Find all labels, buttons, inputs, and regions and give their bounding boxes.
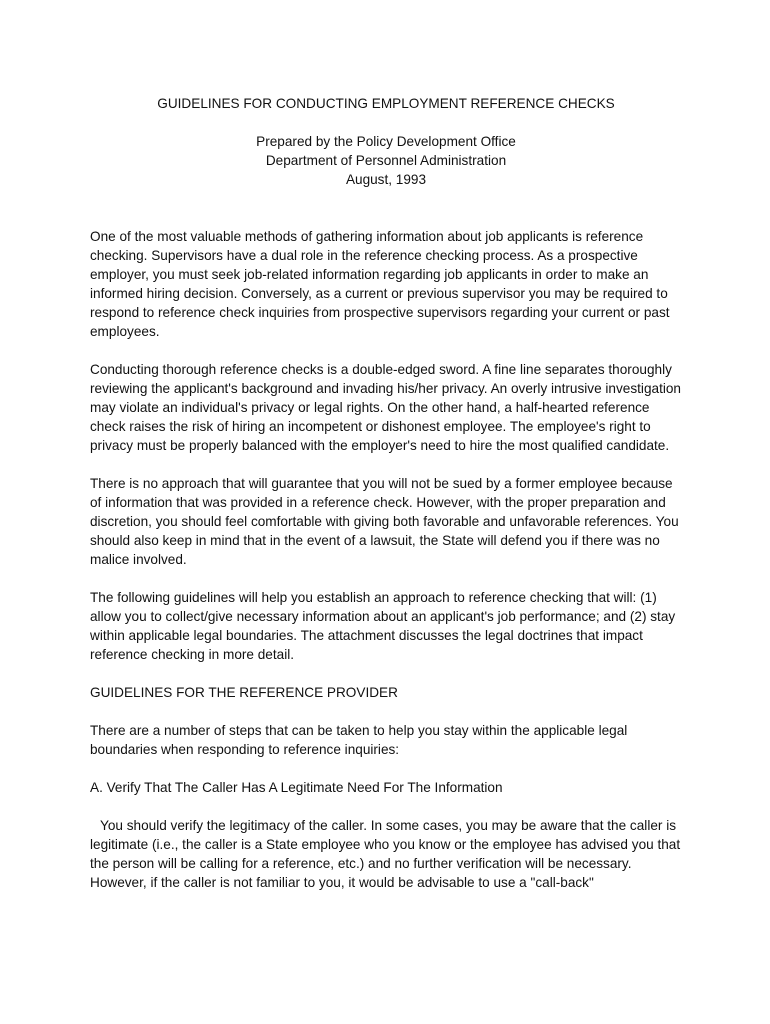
paragraph-liability: There is no approach that will guarantee that you will not be sued by a former employee because of information that was provided in a reference check. However, with the proper preparation and discretion, you should feel comfortable with giving both favorable and unfavorable references. You should also keep in mind that in the event of a lawsuit, the State will defend you if there was no malice involved. [90,476,679,567]
section-heading: GUIDELINES FOR THE REFERENCE PROVIDER [90,685,398,700]
subsection-heading: A. Verify That The Caller Has A Legitimate Need For The Information [90,780,503,795]
subsection-body: You should verify the legitimacy of the caller. In some cases, you may be aware that the caller is legitimate (i.e., the caller is a State employee who you know or the employee has advised you that the person will be calling for a reference, etc.) and no further verification will be necessary. However, if the caller is not familiar to you, it would be advisable to use a "call-back" [90,818,681,890]
spacer [90,189,682,227]
paragraph-intro: One of the most valuable methods of gathering information about job applicants is reference checking. Supervisors have a dual role in the reference checking process. As a prospective employer, you must seek job-related information regarding job applicants in order to make an informed hiring decision. Conversely, as a current or previous supervisor you may be required to respond to reference check inquiries from prospective supervisors regarding your current or past employees. [90,229,670,339]
document-body [90,94,682,892]
section-intro: There are a number of steps that can be taken to help you stay within the applicable legal boundaries when responding to reference inquiries: [90,723,628,757]
department-line: Department of Personnel Administration [265,153,507,168]
document-title: GUIDELINES FOR CONDUCTING EMPLOYMENT REFERENCE CHECKS [157,96,615,111]
paragraph-privacy: Conducting thorough reference checks is a double-edged sword. A fine line separates thoroughly reviewing the applicant's background and invading his/her privacy. An overly intrusive investigation may violate an individual's privacy or legal rights. On the other hand, a half-hearted reference check raises the risk of hiring an incompetent or dishonest employee. The employee's right to privacy must be properly balanced with the employer's need to hire the most qualified candidate. [90,362,681,453]
paragraph-guidelines-purpose: The following guidelines will help you establish an approach to reference checking that will: (1) allow you to collect/give necessary information about an applicant's job performance; and (2) stay within applicable legal boundaries. The attachment discusses the legal doctrines that impact reference checking in more detail. [90,590,676,662]
prepared-by-line: Prepared by the Policy Development Office [256,134,516,149]
date-line: August, 1993 [345,172,427,187]
